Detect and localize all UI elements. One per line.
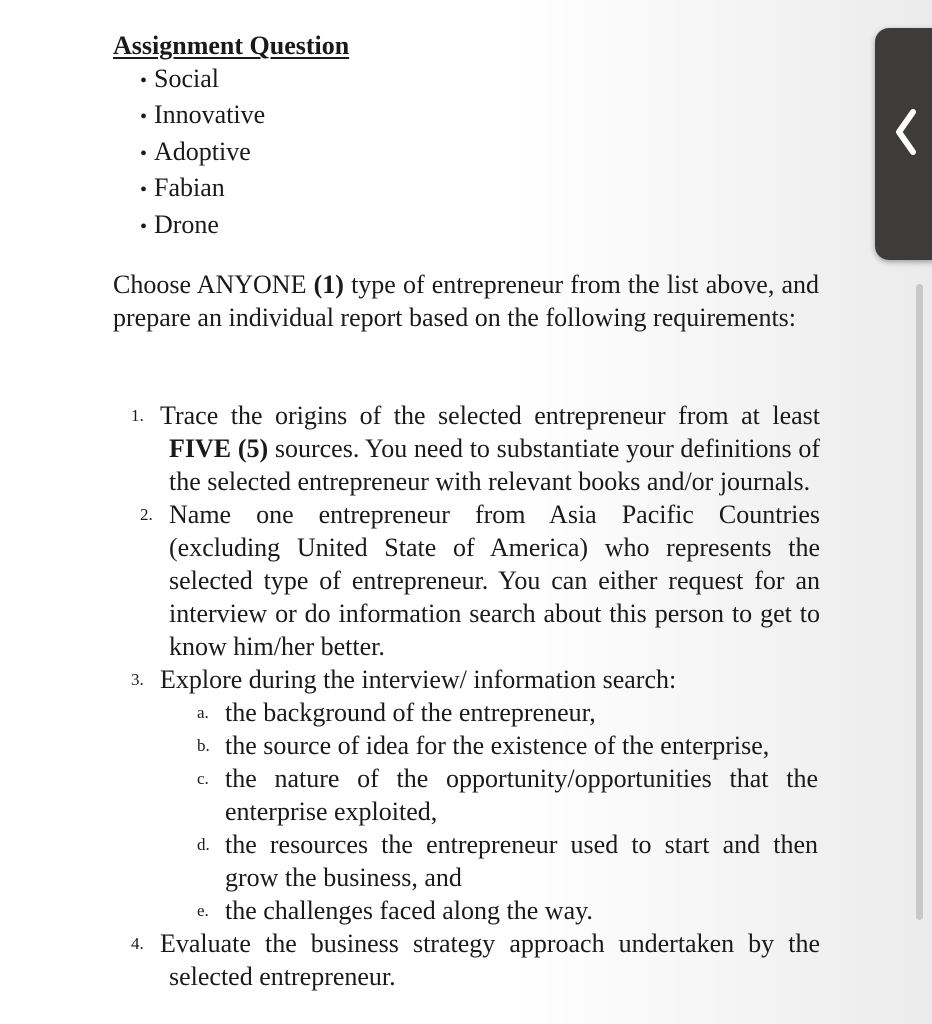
sub-item-letter: a. (197, 703, 209, 722)
bullet-icon: • (140, 70, 148, 92)
requirement-number: 4. (131, 934, 144, 953)
sub-item-letter: c. (197, 769, 209, 788)
list-item (140, 98, 265, 134)
sub-item-c (168, 762, 818, 828)
sub-item-d (168, 828, 818, 894)
requirement-item-3 (131, 663, 820, 927)
requirement-text: Trace the origins of the selected entrepreneur from at least (160, 401, 820, 430)
requirements-list (131, 399, 821, 993)
requirement-number: 2. (140, 505, 153, 524)
sub-item-letter: e. (197, 901, 209, 920)
sub-requirements-list (168, 696, 818, 927)
list-item (140, 135, 265, 171)
list-item-text: Fabian (154, 173, 225, 203)
collapse-panel-button[interactable] (875, 28, 932, 260)
vertical-scrollbar[interactable] (916, 284, 923, 920)
bullet-icon: • (140, 179, 148, 202)
sub-item-a (168, 696, 818, 729)
requirement-text: Explore during the interview/ information search: (160, 665, 677, 694)
list-item (140, 62, 265, 98)
intro-text-2: type of entrepreneur from the list above, and prepare an individual report based on the following requirements: (113, 270, 819, 332)
list-item-text: Drone (154, 209, 219, 239)
requirement-number: 3. (131, 670, 144, 689)
requirement-bold: FIVE (5) (169, 434, 269, 463)
list-item-text: Adoptive (154, 136, 251, 166)
requirement-text: Evaluate the business strategy approach undertaken by the selected entrepreneur. (160, 929, 820, 991)
sub-item-b (168, 729, 818, 762)
requirement-item-2 (140, 498, 820, 663)
requirement-item-1 (131, 399, 821, 498)
entrepreneur-type-list (140, 62, 265, 244)
sub-item-text: the nature of the opportunity/opportunities that the enterprise exploited, (225, 764, 818, 826)
intro-bold: (1) (313, 270, 344, 299)
requirement-text: sources. You need to substantiate your definitions of the selected entrepreneur with relevant books and/or journals. (169, 434, 821, 496)
requirement-item-4 (131, 927, 820, 993)
sub-item-text: the resources the entrepreneur used to start and then grow the business, and (225, 830, 818, 892)
bullet-icon: • (140, 106, 148, 129)
list-item-text: Social (154, 64, 219, 93)
sub-item-e (168, 894, 818, 927)
chevron-left-icon (891, 108, 921, 156)
sub-item-text: the challenges faced along the way. (225, 896, 593, 925)
list-item-text: Innovative (154, 100, 266, 130)
sub-item-letter: d. (197, 835, 210, 854)
list-item (140, 171, 265, 207)
bullet-icon: • (140, 142, 148, 165)
requirement-number: 1. (131, 406, 144, 425)
requirement-text: Name one entrepreneur from Asia Pacific Countries (excluding United State of America) who represents the selected type of entrepreneur. You can either request for an interview or do information search about this person to get to know him/her better. (169, 500, 820, 661)
sub-item-letter: b. (197, 736, 210, 755)
intro-paragraph (113, 268, 819, 334)
bullet-icon: • (140, 215, 148, 238)
list-item (140, 208, 265, 244)
assignment-title: Assignment Question (113, 31, 350, 60)
sub-item-text: the source of idea for the existence of the enterprise, (225, 731, 770, 760)
sub-item-text: the background of the entrepreneur, (225, 698, 596, 727)
intro-text-1: Choose ANYONE (113, 270, 314, 299)
